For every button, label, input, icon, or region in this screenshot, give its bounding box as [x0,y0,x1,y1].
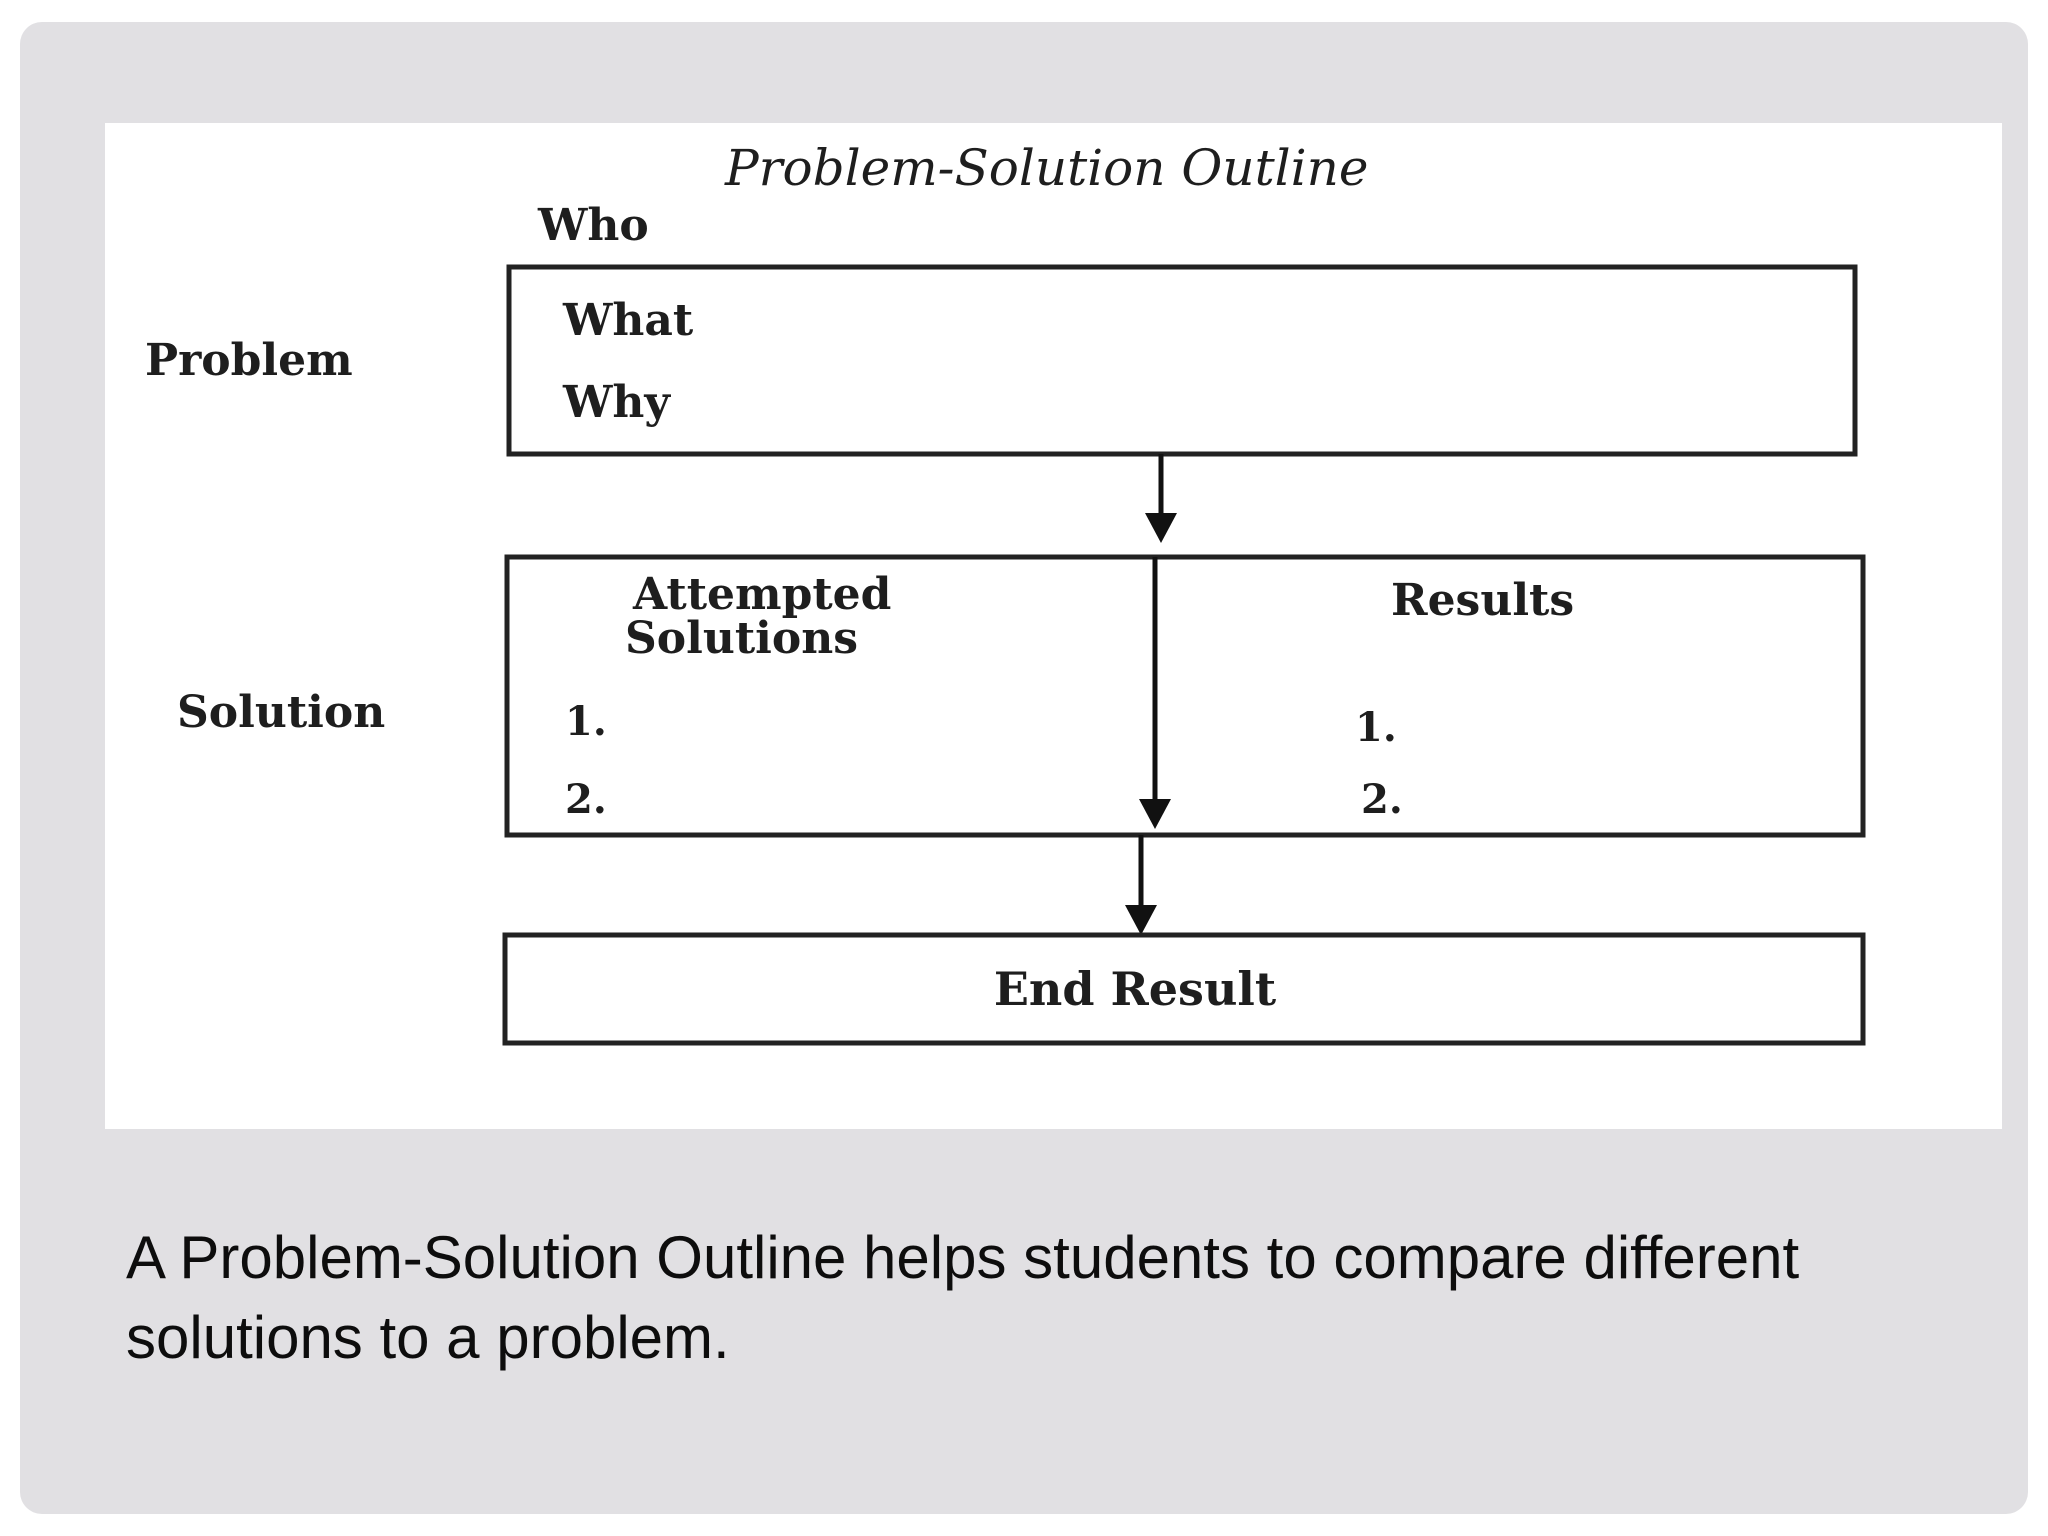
problem-box [509,267,1855,454]
slide-background [20,22,2028,1514]
why-label: Why [563,377,670,428]
problem-side-label: Problem [145,335,353,386]
arrow-solution-to-end-head [1125,905,1157,935]
arrow-problem-to-solution-head [1145,513,1177,543]
slide-caption: A Problem-Solution Outline helps students to compare different solutions to a problem. [126,1224,1800,1371]
end-result-label: End Result [993,962,1277,1016]
diagram-title: Problem-Solution Outline [725,139,1369,197]
who-label: Who [538,200,649,251]
solution-divider-arrow-head [1139,799,1171,829]
problem-solution-diagram [105,123,2002,1129]
diagram-figure [105,123,2002,1129]
result-item-1: 1. [1355,704,1397,751]
attempted-solutions-heading-line1: Attempted [633,569,892,620]
results-heading: Results [1391,575,1575,626]
solution-side-label: Solution [177,687,386,738]
result-item-2: 2. [1361,776,1403,823]
attempted-item-2: 2. [565,776,607,823]
attempted-item-1: 1. [565,698,607,745]
attempted-solutions-heading-line2: Solutions [625,613,858,664]
what-label: What [563,295,694,346]
